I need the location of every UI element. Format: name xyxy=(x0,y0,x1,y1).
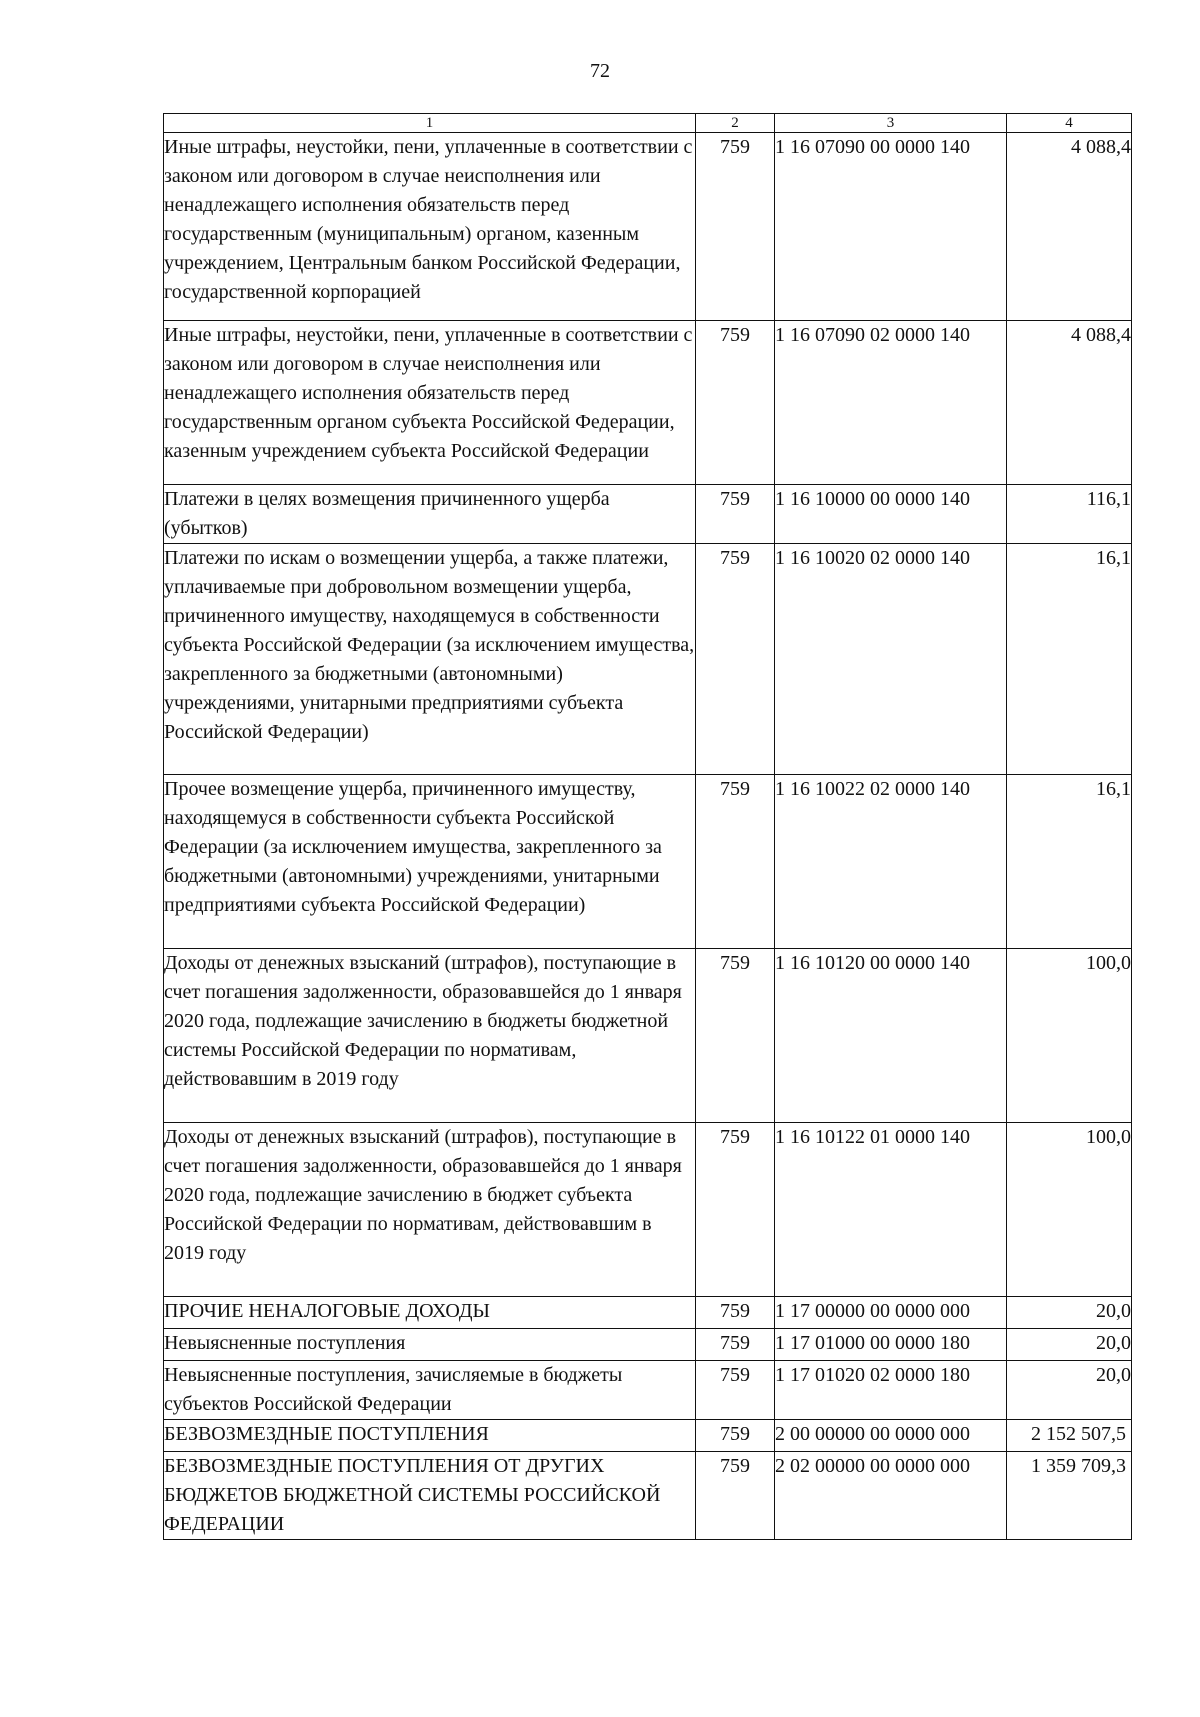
row-name: БЕЗВОЗМЕЗДНЫЕ ПОСТУПЛЕНИЯ ОТ ДРУГИХ БЮДЖЕТОВ БЮДЖЕТНОЙ СИСТЕМЫ РОССИЙСКОЙ ФЕДЕРАЦИИ xyxy=(164,1452,696,1540)
column-number-3: 3 xyxy=(775,114,1007,133)
row-amount: 20,0 xyxy=(1007,1329,1132,1361)
row-name: Невыясненные поступления xyxy=(164,1329,696,1361)
row-amount: 1 359 709,3 xyxy=(1007,1452,1132,1540)
page-number: 72 xyxy=(590,60,610,82)
row-name: Иные штрафы, неустойки, пени, уплаченные в соответствии с законом или договором в случае неисполнения или ненадлежащего исполнения обязательств перед государственным (муниципальным) органом, казенным учреждением, Центральным банком Российской Федерации, государственной корпорацией xyxy=(164,133,696,321)
row-amount: 2 152 507,5 xyxy=(1007,1420,1132,1452)
table-row xyxy=(164,133,1132,321)
row-budget-code: 1 17 01020 02 0000 180 xyxy=(775,1361,1007,1420)
row-budget-code: 1 16 07090 00 0000 140 xyxy=(775,133,1007,321)
row-budget-code: 1 16 10022 02 0000 140 xyxy=(775,775,1007,949)
row-admin-code: 759 xyxy=(696,949,775,1123)
row-admin-code: 759 xyxy=(696,1329,775,1361)
row-budget-code: 2 02 00000 00 0000 000 xyxy=(775,1452,1007,1540)
row-admin-code: 759 xyxy=(696,544,775,775)
column-number-4: 4 xyxy=(1007,114,1132,133)
table-row xyxy=(164,544,1132,775)
row-budget-code: 1 16 10000 00 0000 140 xyxy=(775,485,1007,544)
row-amount: 100,0 xyxy=(1007,1123,1132,1297)
row-amount: 20,0 xyxy=(1007,1297,1132,1329)
table-row xyxy=(164,485,1132,544)
row-admin-code: 759 xyxy=(696,775,775,949)
row-name: Доходы от денежных взысканий (штрафов), поступающие в счет погашения задолженности, образовавшейся до 1 января 2020 года, подлежащие зачислению в бюджеты бюджетной системы Российской Федерации по нормативам, действовавшим в 2019 году xyxy=(164,949,696,1123)
table-row xyxy=(164,321,1132,485)
row-admin-code: 759 xyxy=(696,321,775,485)
table-row xyxy=(164,1420,1132,1452)
row-name: Невыясненные поступления, зачисляемые в бюджеты субъектов Российской Федерации xyxy=(164,1361,696,1420)
row-name: Иные штрафы, неустойки, пени, уплаченные в соответствии с законом или договором в случае неисполнения или ненадлежащего исполнения обязательств перед государственным органом субъекта Российской Федерации, казенным учреждением субъекта Российской Федерации xyxy=(164,321,696,485)
table-row xyxy=(164,949,1132,1123)
table-row xyxy=(164,1361,1132,1420)
column-number-row xyxy=(164,114,1132,133)
row-admin-code: 759 xyxy=(696,1123,775,1297)
column-number-2: 2 xyxy=(696,114,775,133)
revenue-table xyxy=(163,113,1132,1540)
row-budget-code: 1 16 10020 02 0000 140 xyxy=(775,544,1007,775)
row-name: Прочее возмещение ущерба, причиненного имуществу, находящемуся в собственности субъекта Российской Федерации (за исключением имущества, закрепленного за бюджетными (автономными) учреждениями, унитарными предприятиями субъекта Российской Федерации) xyxy=(164,775,696,949)
row-admin-code: 759 xyxy=(696,1452,775,1540)
row-budget-code: 2 00 00000 00 0000 000 xyxy=(775,1420,1007,1452)
row-name: Платежи в целях возмещения причиненного ущерба (убытков) xyxy=(164,485,696,544)
row-amount: 20,0 xyxy=(1007,1361,1132,1420)
row-admin-code: 759 xyxy=(696,1361,775,1420)
row-amount: 16,1 xyxy=(1007,544,1132,775)
row-name: Платежи по искам о возмещении ущерба, а также платежи, уплачиваемые при добровольном возмещении ущерба, причиненного имуществу, находящемуся в собственности субъекта Российской Федерации (за исключением имущества, закрепленного за бюджетными (автономными) учреждениями, унитарными предприятиями субъекта Российской Федерации) xyxy=(164,544,696,775)
row-admin-code: 759 xyxy=(696,1297,775,1329)
row-amount: 100,0 xyxy=(1007,949,1132,1123)
row-amount: 4 088,4 xyxy=(1007,133,1132,321)
row-admin-code: 759 xyxy=(696,133,775,321)
row-budget-code: 1 16 07090 02 0000 140 xyxy=(775,321,1007,485)
row-budget-code: 1 17 01000 00 0000 180 xyxy=(775,1329,1007,1361)
row-amount: 4 088,4 xyxy=(1007,321,1132,485)
row-name: Доходы от денежных взысканий (штрафов), поступающие в счет погашения задолженности, образовавшейся до 1 января 2020 года, подлежащие зачислению в бюджет субъекта Российской Федерации по нормативам, действовавшим в 2019 году xyxy=(164,1123,696,1297)
table-row xyxy=(164,1123,1132,1297)
row-admin-code: 759 xyxy=(696,485,775,544)
table-row xyxy=(164,1297,1132,1329)
table-row xyxy=(164,1329,1132,1361)
column-number-1: 1 xyxy=(164,114,696,133)
row-amount: 16,1 xyxy=(1007,775,1132,949)
table-row xyxy=(164,1452,1132,1540)
row-budget-code: 1 16 10120 00 0000 140 xyxy=(775,949,1007,1123)
row-budget-code: 1 16 10122 01 0000 140 xyxy=(775,1123,1007,1297)
row-admin-code: 759 xyxy=(696,1420,775,1452)
row-name: ПРОЧИЕ НЕНАЛОГОВЫЕ ДОХОДЫ xyxy=(164,1297,696,1329)
row-budget-code: 1 17 00000 00 0000 000 xyxy=(775,1297,1007,1329)
table-row xyxy=(164,775,1132,949)
row-name: БЕЗВОЗМЕЗДНЫЕ ПОСТУПЛЕНИЯ xyxy=(164,1420,696,1452)
row-amount: 116,1 xyxy=(1007,485,1132,544)
